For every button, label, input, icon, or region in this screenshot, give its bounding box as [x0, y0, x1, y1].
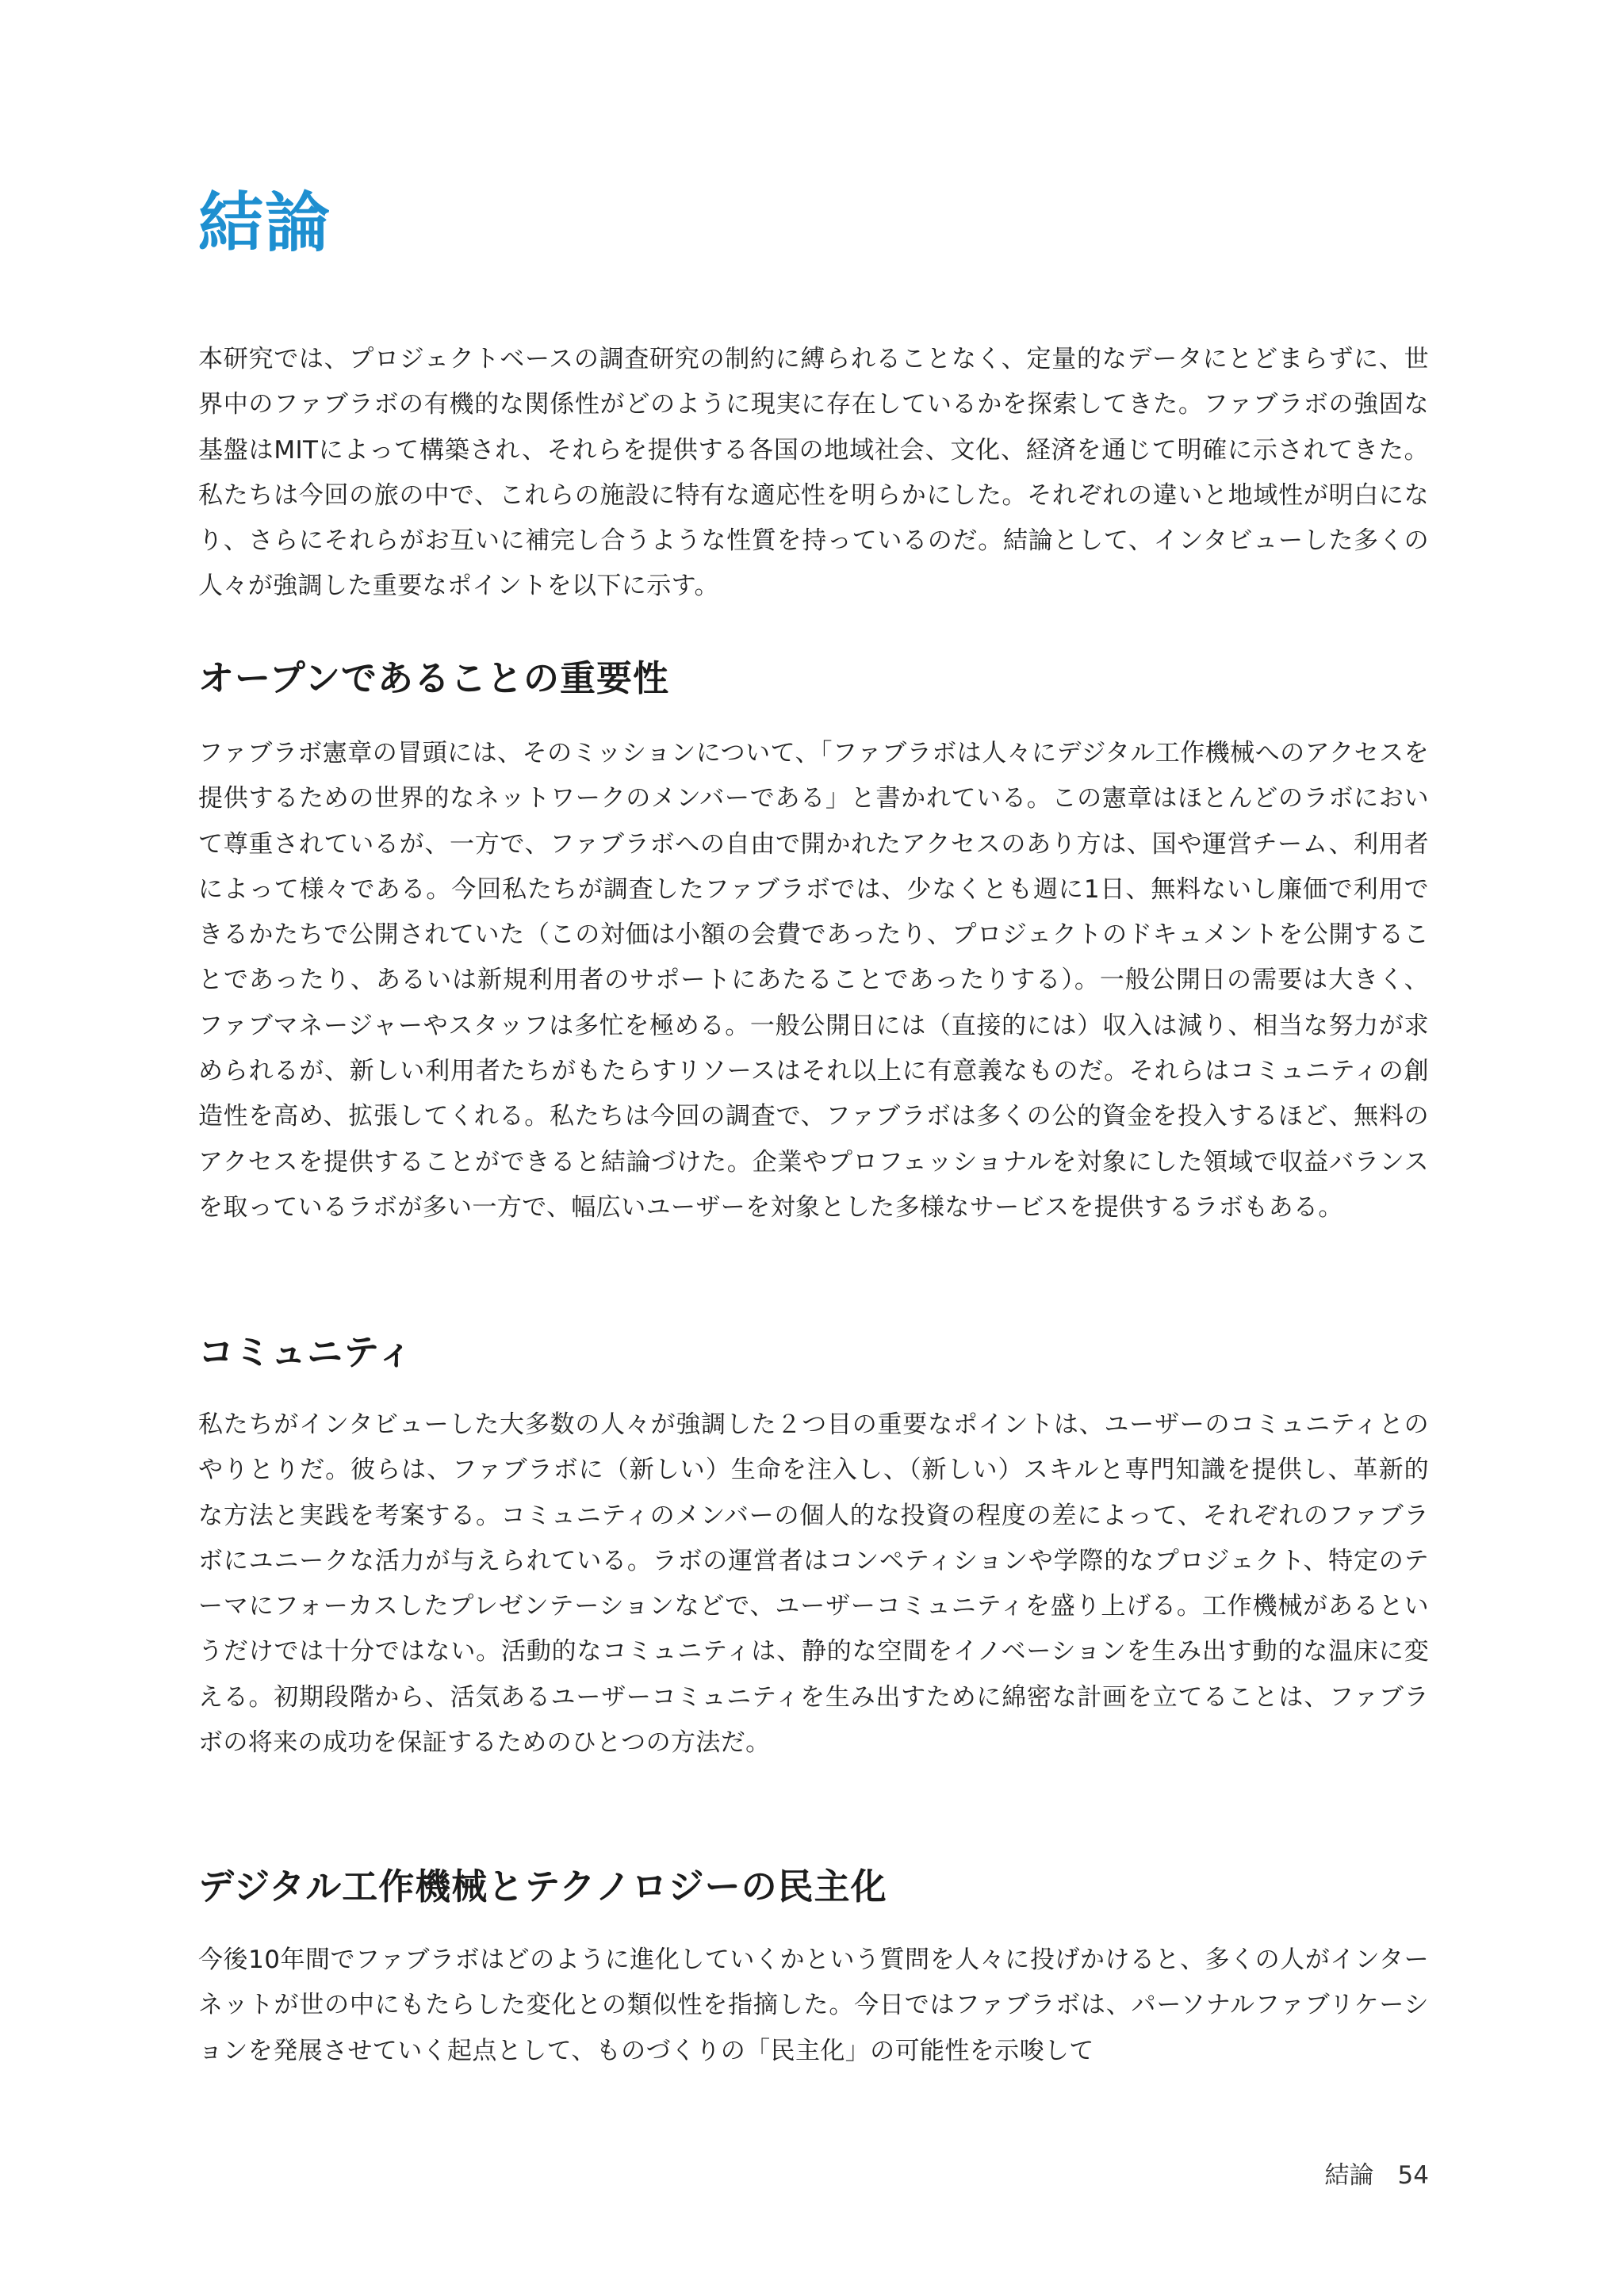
intro-paragraph: 本研究では、プロジェクトベースの調査研究の制約に縛られることなく、定量的なデータにとどまらずに、世界中のファブラボの有機的な関係性がどのように現実に存在しているかを探索してきた。ファブラボの強固な基盤はMITによって構築され、それらを提供する各国の地域社会、文化、経済を通じて明確に示されてきた。私たちは今回の旅の中で、これらの施設に特有な適応性を明らかにした。それぞれの違いと地域性が明白になり、さらにそれらがお互いに補完し合うような性質を持っているのだ。結論として、インタビューした多くの人々が強調した重要なポイントを以下に示す。 [198, 345, 1429, 601]
section-body-community: 私たちがインタビューした大多数の人々が強調した２つ目の重要なポイントは、ユーザーのコミュニティとのやりとりだ。彼らは、ファブラボに（新しい）生命を注入し、（新しい）スキルと専門知識を提供し、革新的な方法と実践を考案する。コミュニティのメンバーの個人的な投資の程度の差によって、それぞれのファブラボにユニークな活力が与えられている。ラボの運営者はコンペティションや学際的なプロジェクト、特定のテーマにフォーカスしたプレゼンテーションなどで、ユーザーコミュニティを盛り上げる。工作機械があるというだけでは十分ではない。活動的なコミュニティは、静的な空間をイノベーションを生み出す動的な温床に変える。初期段階から、活気あるユーザーコミュニティを生み出すために綿密な計画を立てることは、ファブラボの将来の成功を保証するためのひとつの方法だ。 [198, 1410, 1429, 1758]
page-footer [1325, 2160, 1429, 2191]
document-page [198, 0, 1429, 2296]
section-heading-openness: オープンであることの重要性 [198, 657, 669, 699]
footer-section-name: 結論 [1324, 2161, 1374, 2190]
page-number: 54 [1397, 2161, 1429, 2190]
page-title: 結論 [198, 186, 332, 261]
section-body-democratization: 今後10年間でファブラボはどのように進化していくかという質問を人々に投げかけると、多くの人がインターネットが世の中にもたらした変化との類似性を指摘した。今日ではファブラボは、パーソナルファブリケーションを発展させていく起点として、ものづくりの「民主化」の可能性を示唆して [198, 1946, 1429, 2065]
section-heading-community: コミュニティ [198, 1331, 414, 1373]
section-body-openness: ファブラボ憲章の冒頭には、そのミッションについて、「ファブラボは人々にデジタル工作機械へのアクセスを提供するための世界的なネットワークのメンバーである」と書かれている。この憲章はほとんどのラボにおいて尊重されているが、一方で、ファブラボへの自由で開かれたアクセスのあり方は、国や運営チーム、利用者によって様々である。今回私たちが調査したファブラボでは、少なくとも週に1日、無料ないし廉価で利用できるかたちで公開されていた（この対価は小額の会費であったり、プロジェクトのドキュメントを公開することであったり、あるいは新規利用者のサポートにあたることであったりする）。一般公開日の需要は大きく、ファブマネージャーやスタッフは多忙を極める。一般公開日には（直接的には）収入は減り、相当な努力が求められるが、新しい利用者たちがもたらすリソースはそれ以上に有意義なものだ。それらはコミュニティの創造性を高め、拡張してくれる。私たちは今回の調査で、ファブラボは多くの公的資金を投入するほど、無料のアクセスを提供することができると結論づけた。企業やプロフェッショナルを対象にした領域で収益バランスを取っているラボが多い一方で、幅広いユーザーを対象とした多様なサービスを提供するラボもある。 [198, 739, 1429, 1222]
section-heading-democratization: デジタル工作機械とテクノロジーの民主化 [198, 1866, 887, 1908]
